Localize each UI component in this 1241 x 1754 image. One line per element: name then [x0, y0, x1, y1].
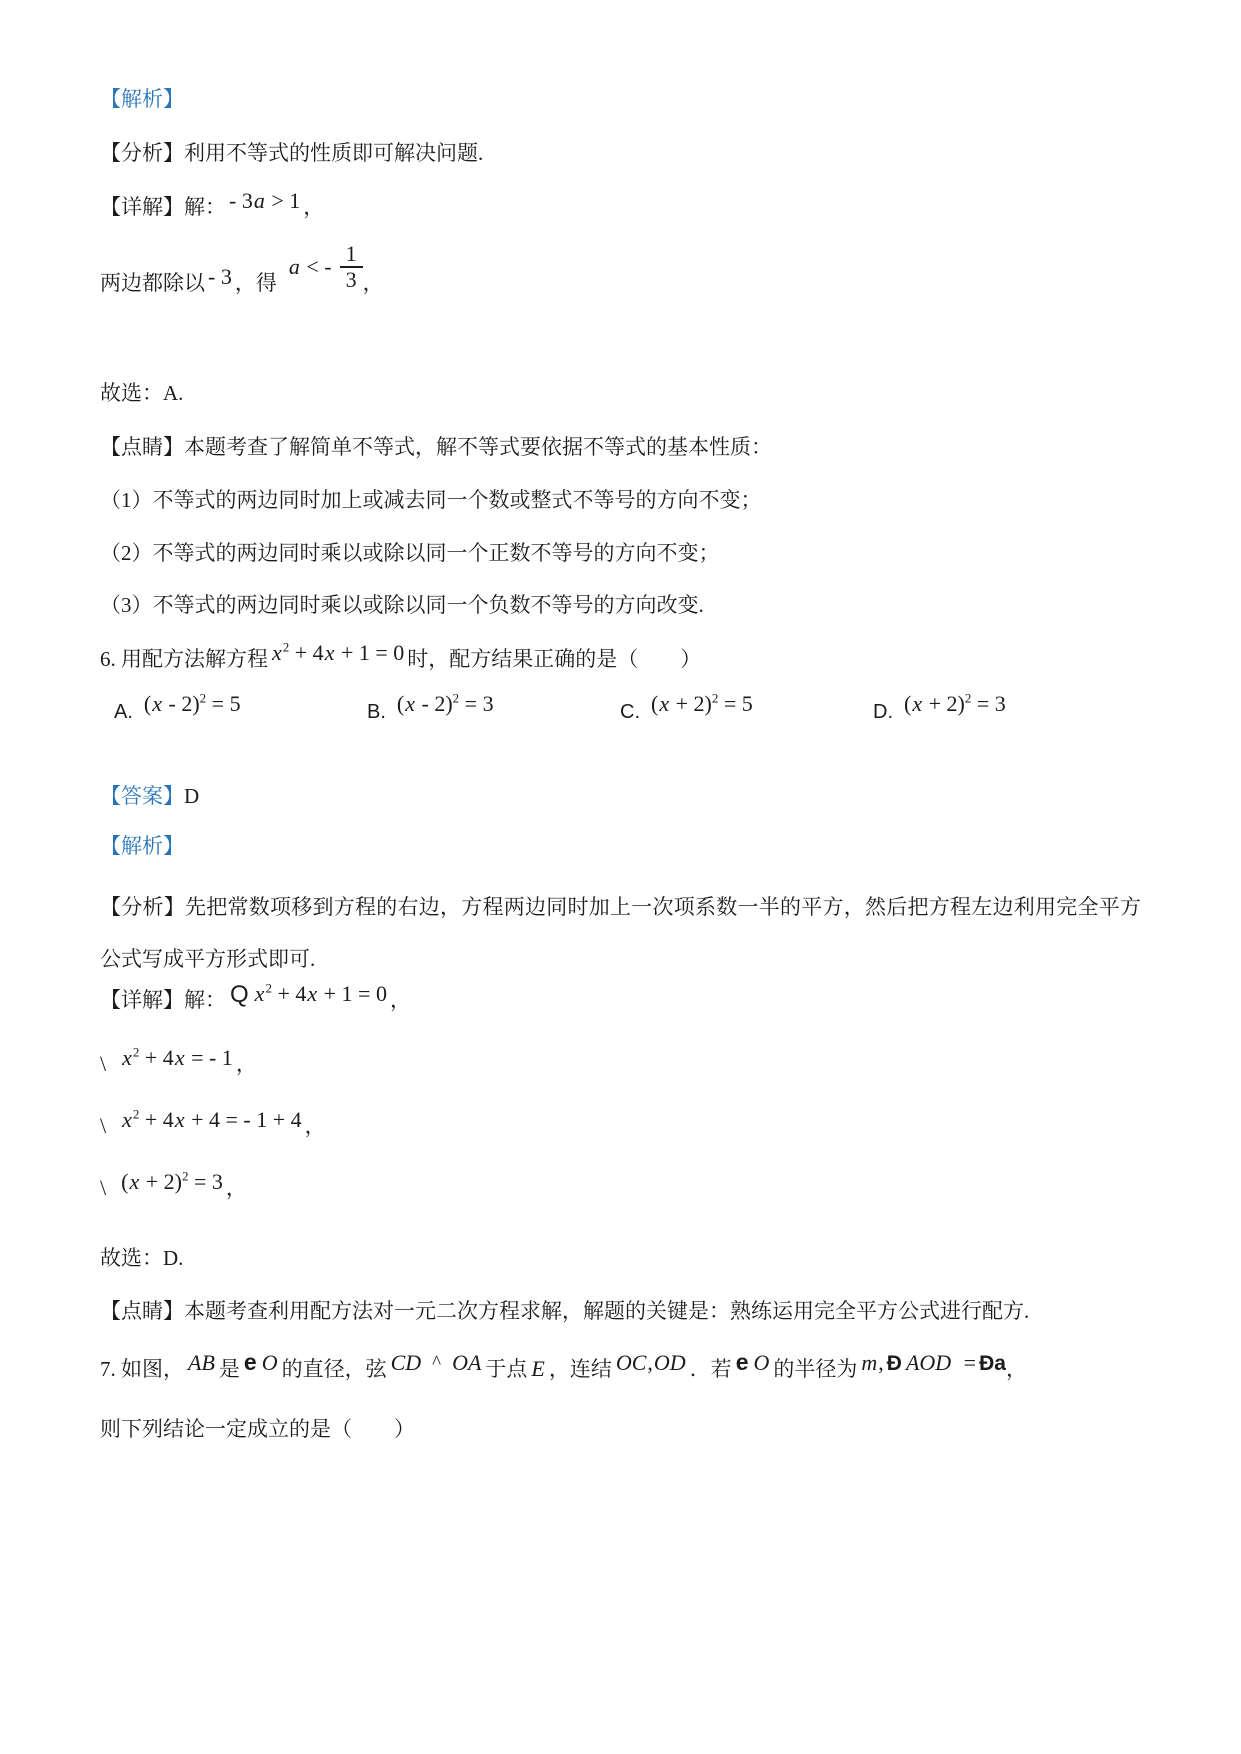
q6-jiexi-line — [100, 831, 1141, 861]
circle-symbol: e — [735, 1349, 749, 1375]
dianjing-label: 【点睛】 — [100, 435, 184, 459]
option-a-label: A. — [114, 701, 133, 723]
xiangjie-label: 【详解】 — [100, 195, 184, 219]
option-d-formula: $(x + 2)^2 = 3$ — [904, 690, 1006, 716]
fraction-denominator: 3 — [340, 266, 363, 292]
center-o: O — [261, 1350, 278, 1375]
question-number: 6. — [100, 647, 116, 671]
fraction — [340, 242, 363, 292]
neg-three-formula: - 3 — [208, 264, 232, 289]
segment-ab: AB — [188, 1350, 215, 1375]
q6-fenxi-line — [100, 881, 1141, 985]
step-1-formula: $x^2 + 4x$ = - 1 — [122, 1044, 233, 1070]
option-c-formula: $(x + 2)^2 = 5$ — [651, 690, 753, 716]
q5-jiexi-line — [100, 84, 1141, 114]
q7-stem-line — [100, 1349, 1141, 1386]
q6-answer-line — [100, 781, 1141, 811]
perpendicular-symbol: ^ — [432, 1352, 442, 1373]
option-b-formula: (x - 2)$^2$ = 3 — [396, 690, 494, 716]
q6-stem-line — [100, 639, 1141, 674]
comma: ， — [362, 271, 384, 295]
stem-text: 的半径为 — [773, 1357, 858, 1381]
therefore-symbol: \ — [100, 1051, 107, 1076]
fenxi-text: 利用不等式的性质即可解决问题. — [184, 141, 484, 165]
q5-rule-1: （1）不等式的两边同时加上或减去同一个数或整式不等号的方向不变； — [100, 488, 762, 512]
comma: ， — [225, 1176, 247, 1200]
dianjing-text: 本题考查利用配方法对一元二次方程求解，解题的关键是：熟练运用完全平方公式进行配方. — [184, 1299, 1030, 1323]
q5-rule-2: （2）不等式的两边同时乘以或除以同一个正数不等号的方向不变； — [100, 541, 720, 565]
q6-dianjing-line — [100, 1296, 1141, 1326]
divide-pre-text: 两边都除以 — [100, 271, 205, 295]
quadratic-formula: $x^2 + 4x + 1 = 0$ — [272, 639, 405, 665]
stem-post-text: 时，配方结果正确的是（ ） — [407, 647, 702, 671]
fraction-formula — [285, 242, 363, 292]
question-number: 7. — [100, 1357, 116, 1381]
option-d-label: D. — [873, 701, 893, 723]
jiexi-label: 【解析】 — [100, 87, 184, 111]
q6-xiangjie-line — [100, 980, 1141, 1015]
segment-oc-od: OC,OD — [615, 1350, 686, 1375]
conclusion-text: 故选：D. — [100, 1246, 184, 1270]
option-c — [620, 690, 873, 727]
option-d — [873, 690, 1009, 727]
option-b — [367, 690, 620, 727]
fraction-numerator: 1 — [345, 241, 357, 266]
q5-rule-3: （3）不等式的两边同时乘以或除以同一个负数不等号的方向改变. — [100, 593, 704, 617]
stem-text: ．若 — [689, 1357, 732, 1381]
xiangjie-prefix: 解： — [184, 988, 226, 1012]
comma: ， — [1005, 1357, 1027, 1381]
equation-formula: $x^2 + 4x + 1 = 0$ — [254, 980, 387, 1006]
equals-sign: = — [958, 1350, 977, 1375]
q5-conclusion-line — [100, 378, 1141, 408]
chord-cd: CD — [390, 1350, 422, 1375]
fenxi-text: 先把常数项移到方程的右边，方程两边同时加上一次项系数一半的平方，然后把方程左边利用完全平方公式写成平方形式即可. — [100, 895, 1141, 971]
angle-alpha-symbol: Ða — [979, 1352, 1006, 1375]
stem-text: 的直径，弦 — [281, 1357, 387, 1381]
xiangjie-label: 【详解】 — [100, 988, 184, 1012]
conclusion-text: 故选：A. — [100, 381, 184, 405]
q6-step-3 — [100, 1168, 1141, 1203]
radius-oa: OA — [452, 1350, 482, 1375]
stem-text: 于点 — [485, 1357, 528, 1381]
comma: ， — [303, 195, 325, 219]
dianjing-label: 【点睛】 — [100, 1299, 184, 1323]
q5-dianjing-line — [100, 432, 1141, 462]
q6-step-2 — [100, 1106, 1141, 1141]
option-b-label: B. — [367, 701, 386, 723]
q5-fenxi-line — [100, 138, 1141, 168]
dianjing-text: 本题考查了解简单不等式，解不等式要依据不等式的基本性质： — [184, 435, 772, 459]
answer-value: D — [184, 784, 200, 808]
angle-aod: AOD — [905, 1350, 952, 1375]
center-o: O — [753, 1350, 770, 1375]
circle-symbol: e — [243, 1349, 257, 1375]
therefore-symbol: \ — [100, 1175, 107, 1200]
jiexi-label: 【解析】 — [100, 834, 184, 858]
therefore-symbol: \ — [100, 1113, 107, 1138]
option-a — [114, 690, 367, 727]
inequality-formula: - 3a > 1 — [229, 188, 301, 213]
comma: ， — [235, 1052, 257, 1076]
q6-step-1 — [100, 1044, 1141, 1079]
fenxi-label: 【分析】 — [100, 895, 185, 919]
q5-xiangjie-line — [100, 188, 1141, 222]
option-c-label: C. — [620, 701, 640, 723]
stem-pre-text: 用配方法解方程 — [121, 647, 268, 671]
q6-options-row — [100, 690, 1141, 727]
angle-formula — [887, 1348, 1006, 1379]
xiangjie-prefix: 解： — [184, 195, 226, 219]
fenxi-label: 【分析】 — [100, 141, 184, 165]
stem-text: 是 — [218, 1357, 240, 1381]
stem-text: 如图， — [121, 1357, 184, 1381]
point-e: E — [531, 1356, 545, 1381]
answer-label: 【答案】 — [100, 784, 184, 808]
comma: ， — [304, 1114, 326, 1138]
option-a-formula: (x - 2)$^2$ = 5 — [143, 690, 241, 716]
because-symbol: Q — [230, 981, 249, 1008]
stem-text: ，连结 — [548, 1357, 612, 1381]
step-2-formula: $x^2 + 4x + 4$ = - 1 + 4 — [122, 1106, 302, 1132]
radius-m: m, — [861, 1350, 884, 1375]
q6-conclusion-line — [100, 1243, 1141, 1273]
divide-mid-text: ，得 — [234, 271, 277, 295]
q7-stem-line-2: 则下列结论一定成立的是（ ） — [100, 1417, 415, 1441]
comma: ， — [389, 988, 411, 1012]
angle-symbol: Ð — [886, 1352, 902, 1375]
step-3-formula: $(x + 2)^2 = 3$ — [121, 1168, 223, 1194]
q5-divide-line — [100, 241, 1141, 308]
fraction-lhs: a < - — [288, 254, 332, 279]
